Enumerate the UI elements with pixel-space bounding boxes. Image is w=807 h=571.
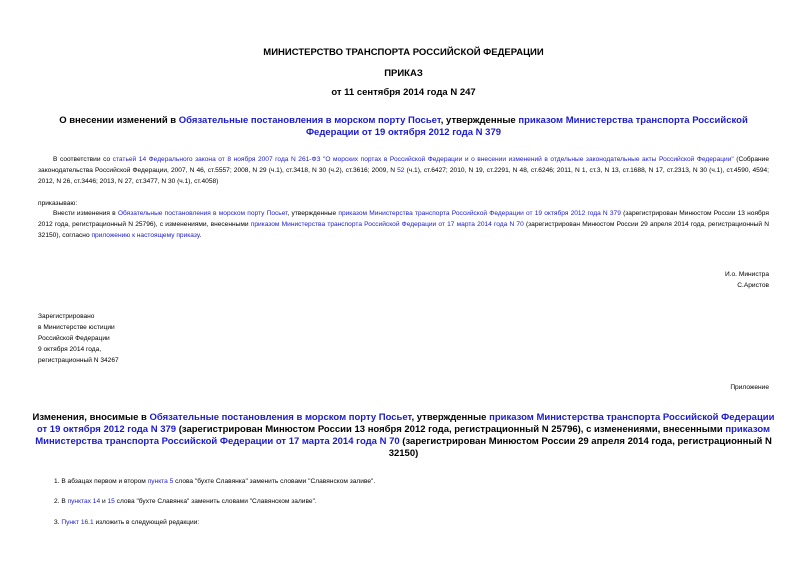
order-word: приказываю: bbox=[38, 200, 78, 207]
item3-text-1: 3. bbox=[54, 519, 62, 526]
item2-text-2: слова "бухте Славянка" заменить словами "Славянском заливе". bbox=[114, 498, 317, 505]
list-item-3 bbox=[54, 517, 199, 528]
order-link-order-379[interactable]: приказом Министерства транспорта Российской Федерации от 19 октября 2012 года N 379 bbox=[338, 210, 621, 217]
appendix-title bbox=[32, 412, 775, 460]
order-text-3: (зарегистрирован Минюстом России 13 ноября 2012 года, регистрационный N 25796), с изменениями, внесенными bbox=[38, 210, 769, 228]
appendix-label: Приложение bbox=[730, 384, 769, 391]
appendix-title-text-4: (зарегистрирован Минюстом России 29 апреля 2014 года, регистрационный N 32150) bbox=[388, 436, 772, 459]
doc-type-heading: ПРИКАЗ bbox=[384, 68, 423, 79]
appendix-link-order-70[interactable]: приказом Министерства транспорта Российской Федерации от 17 марта 2014 года N 70 bbox=[35, 424, 771, 447]
item3-link-point-16-1[interactable]: Пункт 16.1 bbox=[61, 519, 94, 526]
appendix-title-text-3: (зарегистрирован Минюстом России 13 ноября 2012 года, регистрационный N 25796), с изменениями, внесенными bbox=[176, 424, 726, 435]
registration-line-2: в Министерстве юстиции bbox=[38, 324, 115, 331]
preamble-text-1: В соответствии со bbox=[53, 156, 113, 163]
title-link-regulations[interactable]: Обязательные постановления в морском порту Посьет bbox=[178, 115, 441, 126]
preamble-link-52[interactable]: 52 bbox=[397, 167, 405, 174]
preamble-text-3: (ч.1), ст.6427; 2010, N 19, ст.2291, N 48, ст.6246; 2011, N 1, ст.3, N 13, ст.1688, N 17, ст.2313, N 30 (ч.1), ст.4590, 4594; 2012, N 26, ст.3446; 2013, N 27, ст.3477, N 30 (ч.1), ст.4058) bbox=[38, 167, 769, 185]
order-text-2: , утвержденные bbox=[287, 210, 339, 217]
title-text-2: , утвержденные bbox=[440, 115, 519, 126]
order-link-order-70[interactable]: приказом Министерства транспорта Российской Федерации от 17 марта 2014 года N 70 bbox=[250, 221, 524, 228]
item2-text-mid: и bbox=[100, 498, 108, 505]
appendix-title-text-2: , утвержденные bbox=[411, 412, 490, 423]
signature-position: И.о. Министра bbox=[724, 271, 769, 278]
item2-text-1: 2. В bbox=[54, 498, 68, 505]
appendix-link-order-379[interactable]: приказом Министерства транспорта Российской Федерации от 19 октября 2012 года N 379 bbox=[36, 412, 775, 435]
preamble-text-2: (Собрание законодательства Российской Федерации, 2007, N 46, ст.5557; 2008, N 29 (ч.1), ст.3418, N 30 (ч.2), ст.3616; 2009, N bbox=[38, 156, 770, 174]
order-text-1: Внести изменения в bbox=[53, 210, 118, 217]
title-link-order-379[interactable]: приказом Министерства транспорта Российской Федерации от 19 октября 2012 года N 379 bbox=[305, 115, 748, 138]
signature-block bbox=[725, 269, 769, 291]
item1-link-point-5[interactable]: пункта 5 bbox=[147, 478, 174, 485]
item1-text-2: слова "бухте Славянка" заменить словами "Славянском заливе". bbox=[173, 478, 376, 485]
list-item-2 bbox=[54, 496, 317, 507]
preamble-paragraph bbox=[38, 154, 769, 187]
registration-line-4: 9 октября 2014 года, bbox=[38, 346, 102, 353]
item2-link-point-14[interactable]: пунктах 14 bbox=[67, 498, 101, 505]
item3-text-2: изложить в следующей редакции: bbox=[93, 519, 200, 526]
ministry-heading: МИНИСТЕРСТВО ТРАНСПОРТА РОССИЙСКОЙ ФЕДЕРАЦИИ bbox=[263, 47, 544, 58]
item2-link-point-15[interactable]: 15 bbox=[107, 498, 115, 505]
registration-line-5: регистрационный N 34267 bbox=[38, 357, 119, 364]
appendix-link-regulations[interactable]: Обязательные постановления в морском порту Посьет bbox=[149, 412, 412, 423]
appendix-title-text-1: Изменения, вносимые в bbox=[32, 412, 150, 423]
preamble-link-law[interactable]: статьей 14 Федерального закона от 8 ноября 2007 года N 261-ФЗ "О морских портах в Российской Федерации и о внесении изменений в отдельные законодательные акты Российской Федерации" bbox=[112, 156, 734, 163]
list-item-1 bbox=[54, 476, 375, 487]
registration-line-1: Зарегистрировано bbox=[38, 313, 95, 320]
order-title bbox=[32, 115, 775, 139]
order-link-appendix[interactable]: приложению к настоящему приказу bbox=[91, 232, 200, 239]
order-link-regulations[interactable]: Обязательные постановления в морском порту Посьет bbox=[117, 210, 288, 217]
title-text-1: О внесении изменений в bbox=[59, 115, 179, 126]
order-paragraph bbox=[38, 208, 769, 241]
registration-block bbox=[38, 311, 119, 366]
registration-line-3: Российской Федерации bbox=[38, 335, 110, 342]
order-date-number: от 11 сентября 2014 года N 247 bbox=[331, 87, 476, 98]
signature-name: С.Аристов bbox=[737, 282, 769, 289]
order-text-5: . bbox=[199, 232, 202, 239]
order-text-4: (зарегистрирован Минюстом России 29 апреля 2014 года, регистрационный N 32150), согласно bbox=[38, 221, 769, 239]
item1-text-1: 1. В абзацах первом и втором bbox=[54, 478, 148, 485]
